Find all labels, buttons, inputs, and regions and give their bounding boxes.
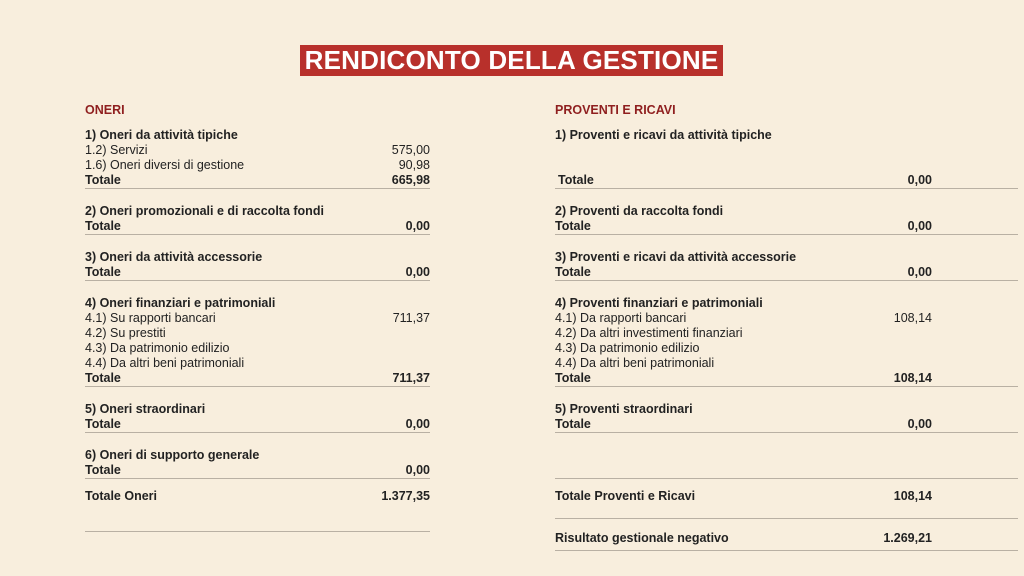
line-item: 4.1) Su rapporti bancari 711,37 xyxy=(85,311,430,325)
result-value: 1.269,21 xyxy=(883,531,932,545)
line-item: 4.4) Da altri beni patrimoniali xyxy=(85,356,245,370)
oneri-heading: ONERI xyxy=(85,103,125,117)
section-total: Totale 0,00 xyxy=(555,219,932,233)
section-title: 2) Oneri promozionali e di raccolta fondi xyxy=(85,204,324,218)
proventi-result xyxy=(555,531,1018,551)
section-total: Totale 0,00 xyxy=(85,265,430,279)
line-item: 4.1) Da rapporti bancari 108,14 xyxy=(555,311,932,325)
section-title: 1) Oneri da attività tipiche xyxy=(85,128,238,142)
section-total: Totale 0,00 xyxy=(85,219,430,233)
line-item: 1.6) Oneri diversi di gestione 90,98 xyxy=(85,158,430,172)
section-total: Totale 0,00 xyxy=(555,417,932,431)
section-total: Totale 711,37 xyxy=(85,371,430,385)
proventi-column xyxy=(555,100,1018,551)
section-total: Totale 0,00 xyxy=(85,463,430,477)
section-total: Totale 0,00 xyxy=(85,417,430,431)
line-item: 4.2) Su prestiti xyxy=(85,326,166,340)
page-title: RENDICONTO DELLA GESTIONE xyxy=(300,45,723,76)
section-title: 1) Proventi e ricavi da attività tipiche xyxy=(555,128,772,142)
grand-total-value: 1.377,35 xyxy=(381,489,430,503)
section-title: 6) Oneri di supporto generale xyxy=(85,448,260,462)
section-title: 2) Proventi da raccolta fondi xyxy=(555,204,724,218)
proventi-section-1 xyxy=(555,128,1018,189)
proventi-heading: PROVENTI E RICAVI xyxy=(555,103,676,117)
proventi-empty-block xyxy=(555,433,1018,479)
section-total: Totale 0,00 xyxy=(555,265,932,279)
proventi-grand-total xyxy=(555,489,1018,519)
grand-total-label: Totale Proventi e Ricavi xyxy=(555,489,696,503)
section-total: Totale 665,98 xyxy=(85,173,430,187)
proventi-section-4 xyxy=(555,296,1018,387)
oneri-grand-total xyxy=(85,489,430,532)
line-item: 4.2) Da altri investimenti finanziari xyxy=(555,326,743,340)
oneri-section-1 xyxy=(85,128,430,189)
section-title: 3) Proventi e ricavi da attività accessorie xyxy=(555,250,797,264)
proventi-section-2 xyxy=(555,204,1018,235)
section-title: 4) Proventi finanziari e patrimoniali xyxy=(555,296,763,310)
oneri-section-2 xyxy=(85,204,430,235)
line-item: 4.4) Da altri beni patrimoniali xyxy=(555,356,715,370)
oneri-section-6 xyxy=(85,448,430,479)
section-title: 4) Oneri finanziari e patrimoniali xyxy=(85,296,276,310)
oneri-column xyxy=(85,100,430,532)
oneri-section-5 xyxy=(85,402,430,433)
section-title: 5) Oneri straordinari xyxy=(85,402,206,416)
oneri-section-4 xyxy=(85,296,430,387)
line-item: 1.2) Servizi 575,00 xyxy=(85,143,430,157)
line-item: 4.3) Da patrimonio edilizio xyxy=(85,341,230,355)
oneri-section-3 xyxy=(85,250,430,281)
result-label: Risultato gestionale negativo xyxy=(555,531,729,545)
section-total: Totale 0,00 xyxy=(558,173,932,187)
proventi-section-5 xyxy=(555,402,1018,433)
grand-total-label: Totale Oneri xyxy=(85,489,158,503)
section-total: Totale 108,14 xyxy=(555,371,932,385)
section-title: 5) Proventi straordinari xyxy=(555,402,693,416)
grand-total-value: 108,14 xyxy=(893,489,932,503)
section-title: 3) Oneri da attività accessorie xyxy=(85,250,263,264)
line-item: 4.3) Da patrimonio edilizio xyxy=(555,341,700,355)
proventi-section-3 xyxy=(555,250,1018,281)
